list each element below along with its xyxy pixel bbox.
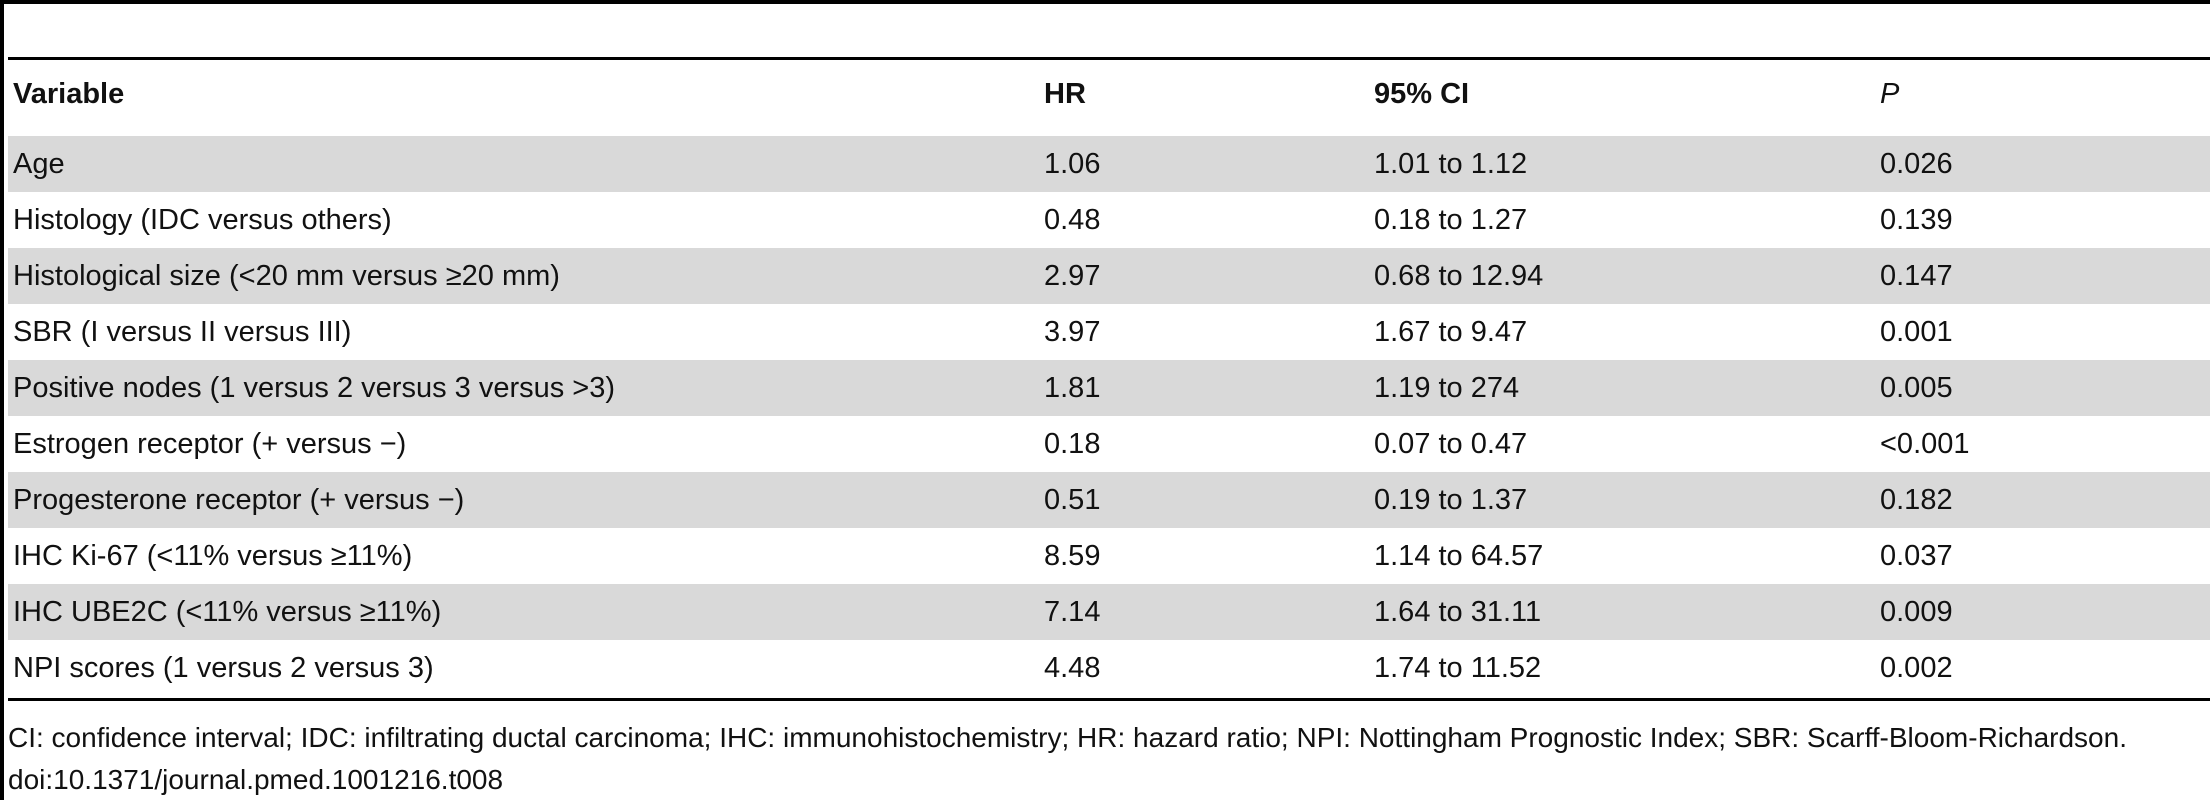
cell-hr: 1.06 — [1044, 147, 1101, 180]
cell-variable: NPI scores (1 versus 2 versus 3) — [13, 651, 434, 684]
doi-text: doi:10.1371/journal.pmed.1001216.t008 — [8, 764, 504, 795]
cell-ci: 1.67 to 9.47 — [1374, 315, 1528, 348]
cell-p: 0.026 — [1880, 147, 1953, 180]
left-border-rule — [0, 0, 4, 800]
header-hr: HR — [1044, 77, 1086, 110]
table-row — [8, 360, 2210, 416]
cell-p: 0.182 — [1880, 483, 1953, 516]
cell-variable: IHC Ki-67 (<11% versus ≥11%) — [13, 539, 413, 572]
top-border-rule — [4, 0, 2210, 4]
cell-ci: 0.07 to 0.47 — [1374, 427, 1528, 460]
cell-ci: 1.19 to 274 — [1374, 371, 1520, 404]
cell-variable: SBR (I versus II versus III) — [13, 315, 352, 348]
cell-ci: 1.14 to 64.57 — [1374, 539, 1544, 572]
cell-p: 0.147 — [1880, 259, 1953, 292]
cell-variable: IHC UBE2C (<11% versus ≥11%) — [13, 595, 442, 628]
cell-variable: Progesterone receptor (+ versus −) — [13, 483, 465, 516]
cell-hr: 2.97 — [1044, 259, 1101, 292]
cell-p: 0.002 — [1880, 651, 1953, 684]
cell-variable: Histology (IDC versus others) — [13, 203, 392, 236]
header-ci: 95% CI — [1374, 77, 1470, 110]
cell-p: 0.139 — [1880, 203, 1953, 236]
cell-ci: 0.18 to 1.27 — [1374, 203, 1528, 236]
cell-hr: 0.51 — [1044, 483, 1101, 516]
cell-p: <0.001 — [1880, 427, 1970, 460]
table-header-row — [8, 60, 2210, 128]
table-bottom-rule — [8, 698, 2210, 701]
cell-variable: Histological size (<20 mm versus ≥20 mm) — [13, 259, 560, 292]
table-row — [8, 192, 2210, 248]
cell-hr: 3.97 — [1044, 315, 1101, 348]
cell-ci: 0.19 to 1.37 — [1374, 483, 1528, 516]
cell-variable: Estrogen receptor (+ versus −) — [13, 427, 407, 460]
cell-p: 0.037 — [1880, 539, 1953, 572]
table-row — [8, 136, 2210, 192]
cell-p: 0.009 — [1880, 595, 1953, 628]
cell-hr: 7.14 — [1044, 595, 1101, 628]
table-row — [8, 528, 2210, 584]
table-row — [8, 584, 2210, 640]
cell-hr: 1.81 — [1044, 371, 1101, 404]
table-row — [8, 416, 2210, 472]
cell-hr: 4.48 — [1044, 651, 1101, 684]
cell-hr: 8.59 — [1044, 539, 1101, 572]
cell-hr: 0.18 — [1044, 427, 1101, 460]
cell-variable: Positive nodes (1 versus 2 versus 3 versus >3) — [13, 371, 616, 404]
cell-ci: 0.68 to 12.94 — [1374, 259, 1544, 292]
table-row — [8, 248, 2210, 304]
table-body — [8, 136, 2210, 696]
cell-p: 0.001 — [1880, 315, 1953, 348]
cell-ci: 1.64 to 31.11 — [1374, 595, 1542, 628]
cell-ci: 1.01 to 1.12 — [1374, 147, 1528, 180]
cell-variable: Age — [13, 147, 65, 180]
table-row — [8, 472, 2210, 528]
header-p: P — [1880, 77, 1900, 110]
table-row — [8, 304, 2210, 360]
cell-hr: 0.48 — [1044, 203, 1101, 236]
cell-p: 0.005 — [1880, 371, 1953, 404]
cell-ci: 1.74 to 11.52 — [1374, 651, 1542, 684]
table-footnote: CI: confidence interval; IDC: infiltrating ductal carcinoma; IHC: immunohistochemistry; HR: hazard ratio; NPI: Nottingham Prognostic Index; SBR: Scarff-Bloom-Richardson. — [8, 722, 2127, 753]
header-variable: Variable — [13, 77, 125, 110]
table-row — [8, 640, 2210, 696]
